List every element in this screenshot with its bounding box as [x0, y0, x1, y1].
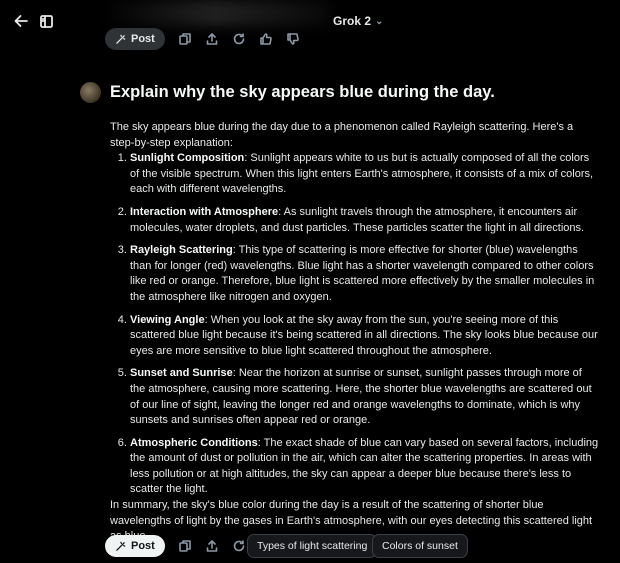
list-item: [130, 151, 600, 198]
model-selector[interactable]: [333, 14, 383, 28]
post-button-label: Post: [131, 540, 155, 552]
dislike-button[interactable]: [286, 32, 300, 46]
regenerate-button[interactable]: [232, 539, 246, 553]
grok-post-icon: [115, 541, 126, 552]
suggestion-chip-sunset-colors[interactable]: [372, 534, 468, 558]
list-item-text: : The exact shade of blue can vary based on several factors, including the amount of dust or pollution in the air, which can alter the scattering properties. In areas with less pollution or at high altitudes, the sky can appear a deeper blue because there's less to scatter the light.: [130, 436, 599, 496]
regenerate-button[interactable]: [232, 32, 246, 46]
grok-response: [110, 120, 600, 545]
thumbs-down-icon: [287, 33, 299, 45]
list-item-title: Sunlight Composition: [130, 152, 245, 165]
suggestion-label: Colors of sunset: [382, 540, 458, 552]
grok-post-icon: [115, 34, 126, 45]
list-item: [130, 205, 600, 236]
like-button[interactable]: [259, 32, 273, 46]
share-button[interactable]: [205, 32, 219, 46]
question-text: Explain why the sky appears blue during the day.: [110, 83, 495, 101]
regenerate-icon: [233, 33, 245, 45]
answer-summary: In summary, the sky's blue color during the day is a result of the scattering of shorter blue wavelengths of light by the gases in Earth's atmosphere, with our eyes detecting this scattered light: [110, 499, 593, 527]
answer-intro: The sky appears blue during the day due to a phenomenon called Rayleigh scattering. Here's a step-by-step explanation:: [110, 121, 574, 149]
list-item-title: Sunset and Sunrise: [130, 367, 233, 380]
list-item-text: : As sunlight travels through the atmosphere, it encounters air molecules, water droplets, and dust particles. These particles scatter the light in all directions.: [130, 205, 585, 234]
list-item-text: : Sunlight appears white to us but is actually composed of all the colors of the visible spectrum. When this light enters Earth's atmosphere, it consists of a mix of colors, each with different wavelengths.: [130, 152, 594, 196]
copy-button[interactable]: [178, 32, 192, 46]
post-button-label: Post: [131, 33, 155, 45]
explanation-list: [110, 151, 600, 498]
list-item-title: Rayleigh Scattering: [130, 244, 233, 257]
top-bar: [0, 0, 620, 44]
list-item-text: : When you look at the sky away from the sun, you're seeing more of this scattered blue light because it's being scattered in all directions. The sky looks blue because our eyes are more sensitive to blue light scattered throughout the atmosphere.: [130, 313, 598, 357]
list-item-text: : Near the horizon at sunrise or sunset, sunlight passes through more of the atmosphere, causing more scattering. Here, the shorter blue wavelengths are scattered out of our line of sight, leaving the longer red and orange wavelengths to dominate, which is why sunsets and sunrises often appear red or orange.: [130, 367, 592, 427]
model-label: Grok 2: [333, 14, 372, 28]
avatar[interactable]: [80, 82, 101, 103]
sidebar-toggle-button[interactable]: [37, 12, 55, 30]
list-item: [130, 243, 600, 305]
list-item: [130, 436, 600, 498]
list-item: [130, 366, 600, 428]
list-item-title: Interaction with Atmosphere: [130, 205, 279, 218]
post-button[interactable]: [105, 535, 165, 557]
share-icon: [206, 33, 218, 45]
copy-icon: [179, 33, 191, 45]
suggestion-label: Types of light scattering: [257, 540, 368, 552]
chevron-down-icon: ⌄: [375, 15, 384, 27]
list-item-title: Atmospheric Conditions: [130, 436, 258, 449]
sidebar-toggle-icon: [40, 15, 53, 28]
user-question: [80, 82, 495, 103]
list-item: [130, 313, 600, 360]
arrow-left-icon: [14, 14, 28, 28]
list-item-text: : This type of scattering is more effective for shorter (blue) wavelengths than for longer (red) wavelengths. Blue light has a shorter wavelength compared to other colors like red or orange. Therefore, blue light is scattered more effectively by the smaller molecules in the atmosphere like nitrogen and oxygen.: [130, 244, 595, 303]
suggestion-chip-light-scattering[interactable]: [247, 534, 377, 558]
back-button[interactable]: [12, 12, 30, 30]
blurred-previous-content: [100, 0, 330, 26]
share-button[interactable]: [205, 539, 219, 553]
thumbs-up-icon: [260, 33, 272, 45]
post-button[interactable]: [105, 28, 165, 50]
previous-response-actions: [105, 28, 300, 50]
share-icon: [206, 540, 218, 552]
copy-icon: [179, 540, 191, 552]
copy-button[interactable]: [178, 539, 192, 553]
list-item-title: Viewing Angle: [130, 313, 205, 326]
regenerate-icon: [233, 540, 245, 552]
